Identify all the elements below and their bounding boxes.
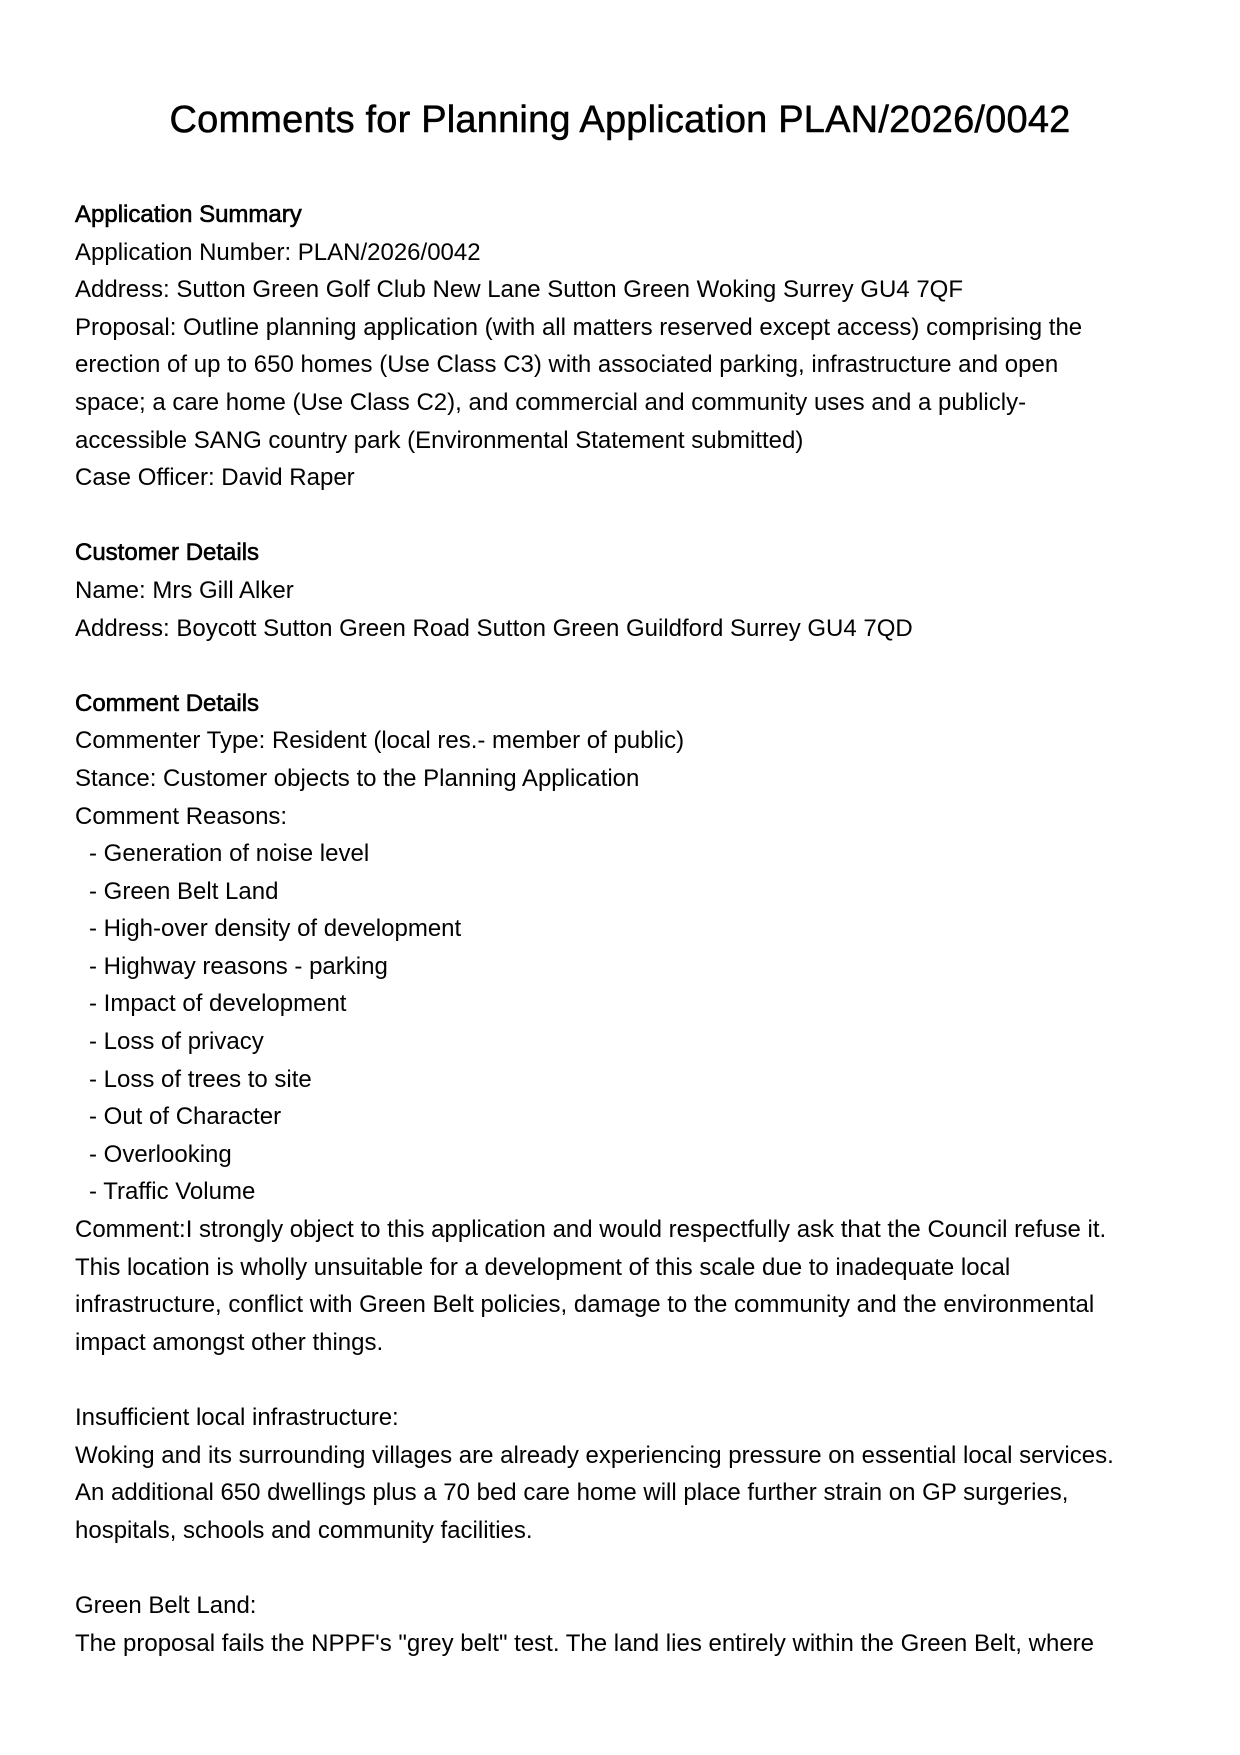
list-item: - Loss of trees to site	[89, 1065, 312, 1093]
application-address: Address: Sutton Green Golf Club New Lane Sutton Green Woking Surrey GU4 7QF	[75, 276, 963, 304]
comment-line: impact amongst other things.	[75, 1328, 384, 1356]
list-item: - Impact of development	[89, 990, 347, 1018]
spacer	[75, 1549, 1165, 1587]
list-item: - Out of Character	[89, 1103, 282, 1131]
proposal-line: space; a care home (Use Class C2), and commercial and community uses and a publicly-	[75, 388, 1027, 416]
comment-line: This location is wholly unsuitable for a development of this scale due to inadequate local	[75, 1253, 1011, 1281]
customer-details-heading: Customer Details	[75, 539, 260, 567]
comment-details-section	[75, 685, 1165, 1662]
customer-details-section	[75, 534, 1165, 647]
commenter-type: Commenter Type: Resident (local res.- member of public)	[75, 727, 685, 755]
list-item: - Loss of privacy	[89, 1028, 264, 1056]
proposal-line: accessible SANG country park (Environmental Statement submitted)	[75, 426, 804, 454]
list-item: - Green Belt Land	[89, 877, 279, 905]
document-body	[75, 196, 1165, 1662]
comment-details-heading: Comment Details	[75, 689, 260, 717]
comment-reasons-label: Comment Reasons:	[75, 802, 288, 830]
application-summary-section	[75, 196, 1165, 497]
list-item: - Highway reasons - parking	[89, 952, 388, 980]
application-number: Application Number: PLAN/2026/0042	[75, 238, 481, 266]
list-item: - Generation of noise level	[89, 840, 370, 868]
comment-line: infrastructure, conflict with Green Belt policies, damage to the community and the environmental	[75, 1291, 1095, 1319]
infrastructure-heading: Insufficient local infrastructure:	[75, 1404, 399, 1431]
spacer	[75, 497, 1165, 535]
page-title: Comments for Planning Application PLAN/2026/0042	[169, 99, 1071, 141]
case-officer: Case Officer: David Raper	[75, 464, 355, 492]
list-item: - High-over density of development	[89, 915, 462, 943]
stance: Stance: Customer objects to the Planning Application	[75, 764, 640, 792]
customer-address: Address: Boycott Sutton Green Road Sutton Green Guildford Surrey GU4 7QD	[75, 614, 913, 642]
spacer	[75, 1361, 1165, 1399]
proposal-line: erection of up to 650 homes (Use Class C3) with associated parking, infrastructure and open	[75, 351, 1059, 379]
comment-line: Comment:I strongly object to this application and would respectfully ask that the Council refuse it.	[75, 1216, 1107, 1244]
comment-reasons-list	[75, 835, 1165, 1211]
infrastructure-line: An additional 650 dwellings plus a 70 bed care home will place further strain on GP surgeries,	[75, 1479, 1069, 1507]
infrastructure-line: hospitals, schools and community facilities.	[75, 1516, 533, 1544]
list-item: - Overlooking	[89, 1140, 232, 1168]
customer-name: Name: Mrs Gill Alker	[75, 576, 294, 604]
list-item: - Traffic Volume	[89, 1178, 256, 1206]
green-belt-heading: Green Belt Land:	[75, 1591, 257, 1619]
proposal-line: Proposal: Outline planning application (with all matters reserved except access) comprising the	[75, 313, 1083, 341]
green-belt-line: The proposal fails the NPPF's "grey belt" test. The land lies entirely within the Green Belt, where	[75, 1629, 1095, 1657]
infrastructure-line: Woking and its surrounding villages are already experiencing pressure on essential local services.	[75, 1441, 1114, 1469]
spacer	[75, 647, 1165, 685]
application-summary-heading: Application Summary	[75, 201, 302, 228]
